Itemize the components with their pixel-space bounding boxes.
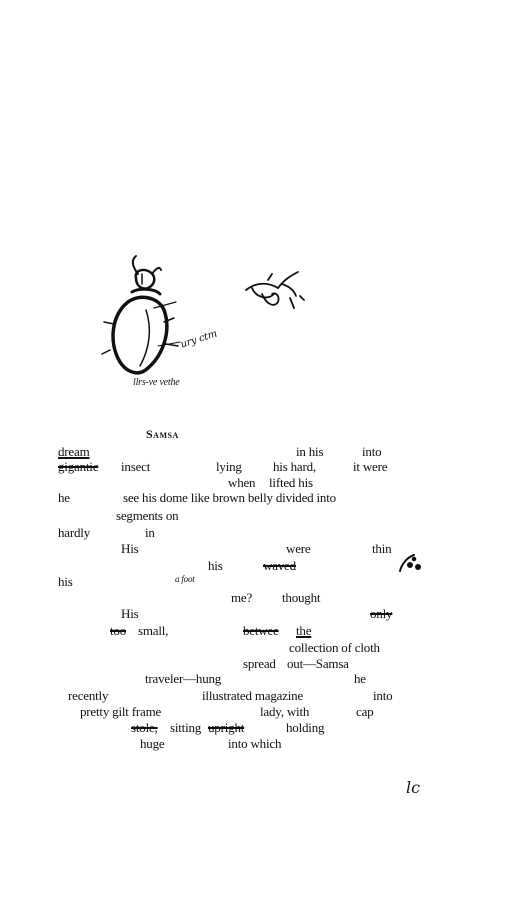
word-w3: into (362, 444, 382, 459)
word-w9: when (228, 475, 256, 490)
word-w46: into which (228, 736, 282, 751)
word-w8: it were (353, 459, 388, 474)
word-w30: collection of cloth (289, 640, 380, 655)
word-w7: his hard, (273, 459, 316, 474)
word-w21: his (58, 574, 73, 589)
word-w18: thin (372, 541, 392, 556)
word-w10: lifted his (269, 475, 313, 490)
word-w44: holding (286, 720, 325, 735)
scribble-icon (396, 553, 424, 575)
word-w38: pretty gilt frame (80, 704, 162, 719)
word-w20: waved (263, 558, 296, 573)
word-w34: he (354, 671, 366, 686)
word-w27: small, (138, 623, 169, 638)
page-heading: Samsa (146, 427, 179, 441)
word-w35: recently (68, 688, 109, 703)
word-w2: in his (296, 444, 324, 459)
word-w45: huge (140, 736, 165, 751)
word-w11: he (58, 490, 70, 505)
word-w12: see his dome like brown belly divided into (123, 490, 336, 505)
word-w43: upright (208, 720, 245, 735)
word-w39: lady, with (260, 704, 310, 719)
word-w28: betwee (243, 623, 279, 638)
word-w15: in (145, 525, 155, 540)
word-w19: his (208, 558, 223, 573)
word-w13: segments on (116, 508, 179, 523)
word-w40: cap (356, 704, 374, 719)
margin-note: a foot (175, 574, 195, 584)
word-w4: gigantic (58, 459, 99, 474)
word-w36: illustrated magazine (202, 688, 304, 703)
sketch-note-bottom: llrs-ve vethe (133, 377, 180, 388)
word-w33: traveler—hung (145, 671, 222, 686)
word-w31: spread (243, 656, 276, 671)
word-w5: insect (121, 459, 151, 474)
word-w17: were (286, 541, 311, 556)
word-w16: His (121, 541, 139, 556)
word-w37: into (373, 688, 393, 703)
word-w24: His (121, 606, 139, 621)
word-w1: dream (58, 444, 90, 459)
word-w25: only (370, 606, 393, 621)
word-w42: sitting (170, 720, 202, 735)
word-w29: the (296, 623, 312, 638)
word-w26: too (110, 623, 127, 638)
word-w6: lying (216, 459, 242, 474)
word-w14: hardly (58, 525, 91, 540)
word-w22: me? (231, 590, 253, 605)
page-mark: lc (406, 778, 421, 797)
sketch-note-right: ury ctm (179, 328, 219, 351)
beetle-sketch-icon (98, 252, 228, 392)
word-w23: thought (282, 590, 321, 605)
small-insect-sketch-icon (238, 268, 310, 318)
word-w32: out—Samsa (287, 656, 349, 671)
word-w41: stole, (131, 720, 158, 735)
